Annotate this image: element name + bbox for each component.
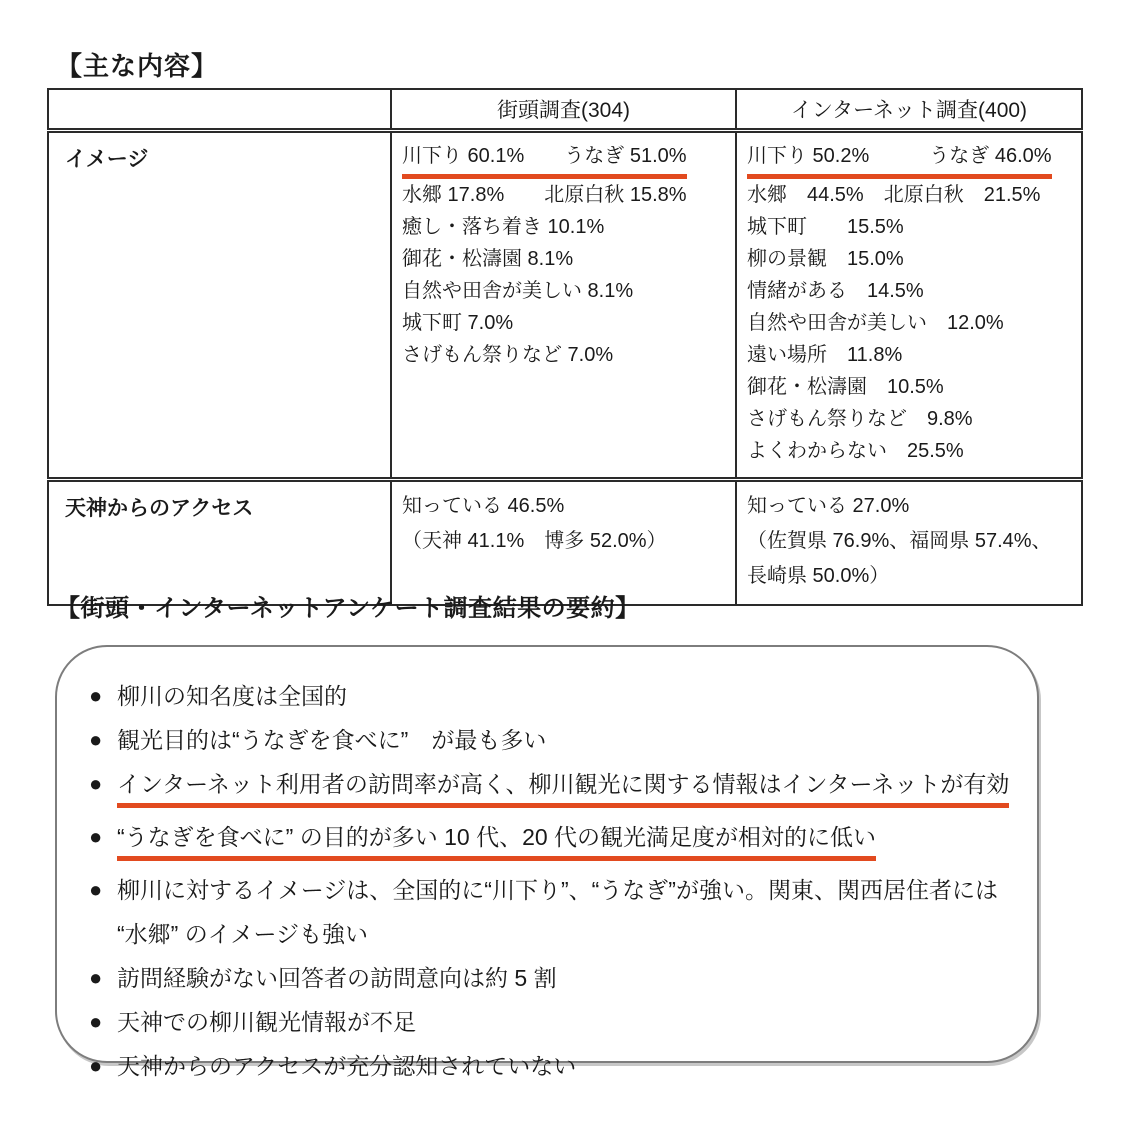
highlighted-stat: 川下り 50.2% うなぎ 46.0% bbox=[747, 140, 1052, 179]
summary-bullet bbox=[89, 963, 1011, 993]
highlighted-stat: 川下り 60.1% うなぎ 51.0% bbox=[402, 140, 687, 179]
cell-access-street bbox=[391, 479, 736, 605]
table-line: 知っている 46.5% bbox=[402, 494, 565, 517]
bullet-icon: ● bbox=[89, 771, 103, 796]
bullet-icon: ● bbox=[89, 824, 103, 849]
page-title: 【主な内容】 bbox=[56, 51, 219, 81]
summary-bullet bbox=[89, 1007, 1011, 1037]
table-line: 水郷 44.5% 北原白秋 21.5% bbox=[747, 183, 1041, 206]
summary-text-highlighted: “うなぎを食べに” の目的が多い 10 代、20 代の観光満足度が相対的に低い bbox=[117, 822, 876, 861]
bullet-icon: ● bbox=[89, 727, 103, 752]
table-line: 御花・松濤園 10.5% bbox=[747, 375, 944, 398]
table-line: 自然や田舎が美しい 12.0% bbox=[747, 311, 1004, 334]
summary-text: 柳川に対するイメージは、全国的に“川下り”、“うなぎ”が強い。関東、関西居住者には bbox=[117, 877, 998, 903]
table-row-image bbox=[48, 130, 1082, 479]
bullet-icon: ● bbox=[89, 965, 103, 990]
table-line: 長崎県 50.0%） bbox=[747, 564, 890, 587]
header-internet-survey: インターネット調査(400) bbox=[736, 89, 1082, 130]
summary-text: 天神での柳川観光情報が不足 bbox=[117, 1009, 416, 1035]
summary-box bbox=[55, 645, 1039, 1079]
table-line: 遠い場所 11.8% bbox=[747, 343, 903, 366]
summary-text-highlighted: インターネット利用者の訪問率が高く、柳川観光に関する情報はインターネットが有効 bbox=[117, 769, 1009, 808]
summary-bullet bbox=[89, 1051, 1011, 1081]
summary-title: 【街頭・インターネットアンケート調査結果の要約】 bbox=[56, 595, 640, 622]
summary-text: “水郷” のイメージも強い bbox=[117, 921, 369, 947]
table-header-row bbox=[48, 89, 1082, 130]
survey-results-table bbox=[47, 88, 1083, 606]
row-label-image: イメージ bbox=[48, 130, 391, 479]
table-line: 自然や田舎が美しい 8.1% bbox=[402, 279, 634, 302]
table-line: （天神 41.1% 博多 52.0%） bbox=[402, 529, 667, 552]
table-line: （佐賀県 76.9%、福岡県 57.4%、 bbox=[747, 529, 1052, 552]
table-line: さげもん祭りなど 7.0% bbox=[402, 343, 614, 366]
summary-text: 観光目的は“うなぎを食べに” が最も多い bbox=[117, 727, 547, 753]
table-line: さげもん祭りなど 9.8% bbox=[747, 407, 973, 430]
summary-bullet bbox=[89, 725, 1011, 755]
table-line: 城下町 15.5% bbox=[747, 215, 904, 238]
summary-bullet bbox=[89, 822, 1011, 861]
table-line: 情緒がある 14.5% bbox=[747, 279, 924, 302]
header-street-survey: 街頭調査(304) bbox=[391, 89, 736, 130]
bullet-icon: ● bbox=[89, 683, 103, 708]
bullet-icon: ● bbox=[89, 1053, 103, 1078]
cell-image-street bbox=[391, 130, 736, 479]
table-line: よくわからない 25.5% bbox=[747, 439, 964, 462]
summary-text: 天神からのアクセスが充分認知されていない bbox=[117, 1053, 577, 1079]
cell-image-internet bbox=[736, 130, 1082, 479]
table-line bbox=[747, 140, 1075, 179]
summary-continuation-line bbox=[89, 919, 1011, 949]
row-label-access: 天神からのアクセス bbox=[48, 479, 391, 605]
summary-bullet bbox=[89, 769, 1011, 808]
table-line: 柳の景観 15.0% bbox=[747, 247, 904, 270]
table-line: 城下町 7.0% bbox=[402, 311, 514, 334]
table-line bbox=[402, 140, 729, 179]
table-line: 御花・松濤園 8.1% bbox=[402, 247, 574, 270]
bullet-icon: ● bbox=[89, 1009, 103, 1034]
summary-text: 柳川の知名度は全国的 bbox=[117, 683, 347, 709]
table-line: 癒し・落ち着き 10.1% bbox=[402, 215, 605, 238]
bullet-icon: ● bbox=[89, 877, 103, 902]
cell-access-internet bbox=[736, 479, 1082, 605]
summary-bullet bbox=[89, 681, 1011, 711]
summary-bullet bbox=[89, 875, 1011, 905]
header-empty-cell bbox=[48, 89, 391, 130]
summary-text: 訪問経験がない回答者の訪問意向は約 5 割 bbox=[117, 965, 557, 991]
table-row-access bbox=[48, 479, 1082, 605]
table-line: 知っている 27.0% bbox=[747, 494, 910, 517]
table-line: 水郷 17.8% 北原白秋 15.8% bbox=[402, 183, 687, 206]
